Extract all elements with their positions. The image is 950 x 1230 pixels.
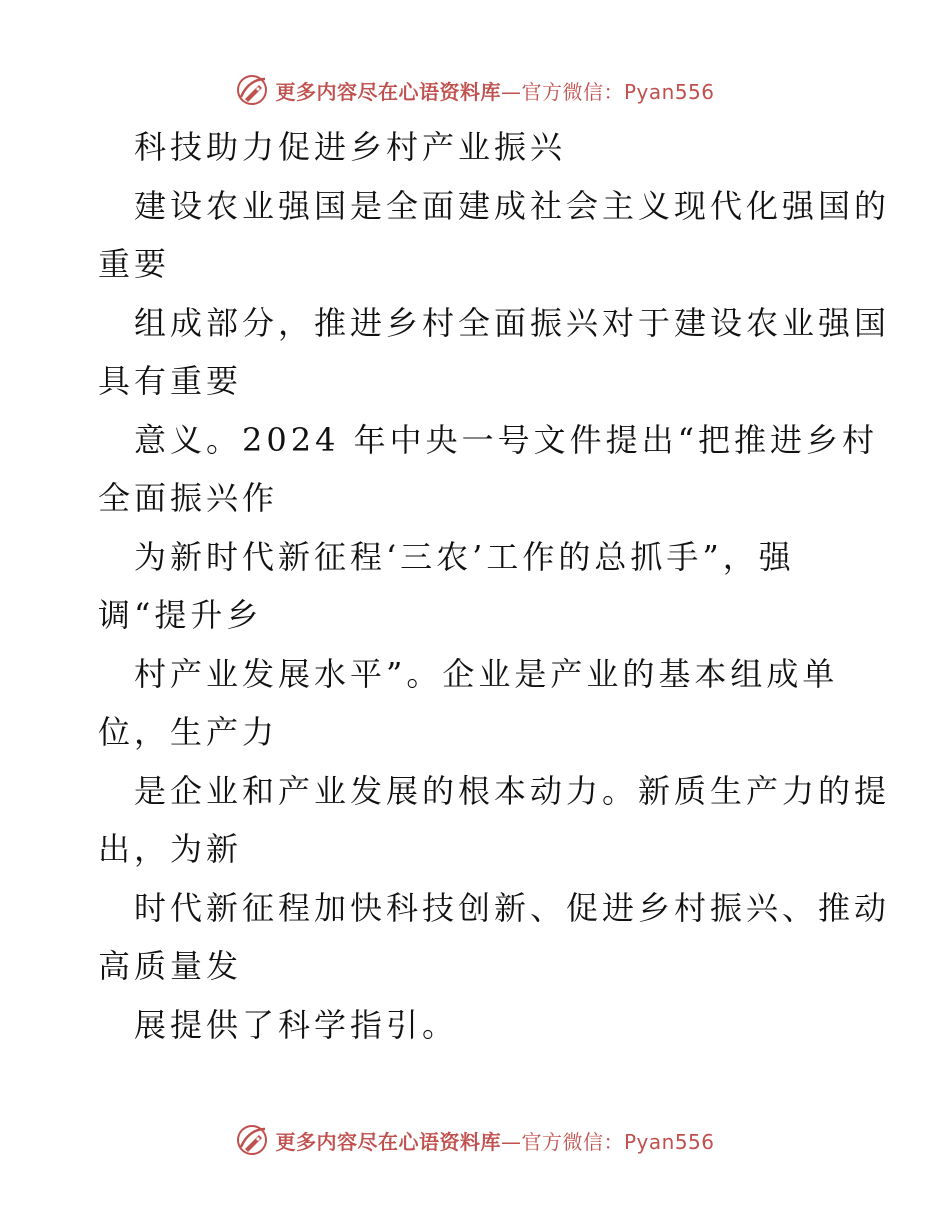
- paragraph-line: 出，为新: [98, 830, 243, 868]
- document-body: [98, 118, 891, 1054]
- header-dash: —: [500, 79, 522, 104]
- header-wechat-id: Pyan556: [623, 79, 715, 104]
- paragraph-line: 调“提升乡: [98, 596, 263, 634]
- paragraph-line: 展提供了科学指引。: [134, 1005, 459, 1044]
- paragraph-line: 为新时代新征程‘三农’工作的总抓手”，强: [134, 537, 795, 576]
- footer-site-text: 更多内容尽在心语资料库: [275, 1129, 501, 1154]
- pen-nib-logo-icon: [235, 1123, 269, 1157]
- paragraph-line: 村产业发展水平”。企业是产业的基本组成单: [134, 654, 839, 693]
- pen-nib-logo-icon: [235, 73, 269, 107]
- paragraph-line: 意义。2024 年中央一号文件提出“把推进乡村: [134, 420, 878, 459]
- paragraph-line: 重要: [98, 245, 171, 283]
- document-title: 科技助力促进乡村产业振兴: [134, 128, 567, 166]
- paragraph-line: 组成部分，推进乡村全面振兴对于建设农业强国: [134, 303, 891, 342]
- footer-dash: —: [500, 1129, 522, 1154]
- paragraph-line: 时代新征程加快科技创新、促进乡村振兴、推动: [134, 888, 891, 927]
- paragraph-line: 是企业和产业发展的根本动力。新质生产力的提: [134, 771, 891, 810]
- footer-wechat-id: Pyan556: [623, 1129, 715, 1154]
- footer-banner: [0, 1120, 950, 1160]
- header-text: [275, 76, 714, 105]
- paragraph-line: 具有重要: [98, 362, 243, 400]
- header-wechat-label: 官方微信：: [521, 79, 624, 104]
- paragraph-line: 位，生产力: [98, 713, 279, 751]
- paragraph-line: 高质量发: [98, 947, 243, 985]
- footer-wechat-label: 官方微信：: [521, 1129, 624, 1154]
- header-site-text: 更多内容尽在心语资料库: [275, 79, 501, 104]
- paragraph-line: 全面振兴作: [98, 479, 279, 517]
- header-banner: [0, 70, 950, 110]
- footer-text: [275, 1126, 714, 1155]
- paragraph-line: 建设农业强国是全面建成社会主义现代化强国的: [134, 186, 891, 225]
